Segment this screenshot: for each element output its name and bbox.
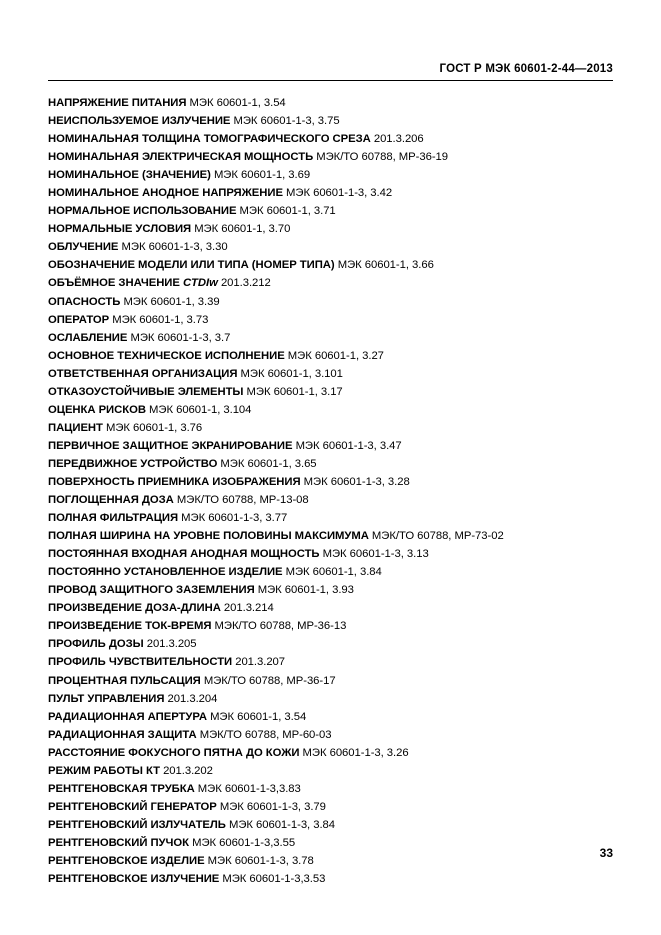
entry-term: ПОЛНАЯ ФИЛЬТРАЦИЯ — [48, 512, 179, 525]
entry-term: РЕНТГЕНОВСКИЙ ИЗЛУЧАТЕЛЬ — [48, 818, 226, 831]
entry-reference: МЭК/ТО 60788, МР-36-19 — [316, 151, 449, 164]
entry-reference: МЭК 60601-1, 3.70 — [194, 223, 291, 236]
entry-term: ОПАСНОСТЬ — [48, 295, 121, 308]
entry-reference: МЭК 60601-1, 3.73 — [112, 313, 209, 326]
entry-reference: МЭК 60601-1-3, 3.7 — [130, 331, 231, 344]
index-entry — [48, 112, 615, 130]
entry-term: РЕЖИМ РАБОТЫ КТ — [48, 764, 160, 777]
entry-term: РЕНТГЕНОВСКОЕ ИЗЛУЧЕНИЕ — [48, 873, 220, 886]
index-entry — [48, 653, 615, 671]
entry-term: РЕНТГЕНОВСКОЕ ИЗДЕЛИЕ — [48, 854, 205, 867]
header-divider — [48, 80, 613, 81]
index-entry — [48, 148, 615, 166]
index-entry — [48, 365, 615, 383]
index-entry — [48, 419, 615, 437]
entry-term: ПРОВОД ЗАЩИТНОГО ЗАЗЕМЛЕНИЯ — [48, 584, 255, 597]
entry-term: ОБОЗНАЧЕНИЕ МОДЕЛИ ИЛИ ТИПА (НОМЕР ТИПА) — [48, 259, 335, 272]
entry-term: ОЦЕНКА РИСКОВ — [48, 403, 146, 416]
entry-reference: МЭК 60601-1-3, 3.47 — [295, 439, 402, 452]
entry-term: ПОЛНАЯ ШИРИНА НА УРОВНЕ ПОЛОВИНЫ МАКСИМУМА — [48, 530, 369, 543]
entry-term: РЕНТГЕНОВСКИЙ ГЕНЕРАТОР — [48, 800, 217, 813]
entry-reference: МЭК 60601-1-3, 3.30 — [121, 241, 228, 254]
index-entry — [48, 834, 615, 852]
entry-term: РАДИАЦИОННАЯ АПЕРТУРА — [48, 710, 207, 723]
entry-term: ПАЦИЕНТ — [48, 421, 103, 434]
entry-reference: МЭК 60601-1, 3.84 — [285, 566, 382, 579]
entry-term: ПОВЕРХНОСТЬ ПРИЕМНИКА ИЗОБРАЖЕНИЯ — [48, 475, 301, 488]
index-entry — [48, 238, 615, 256]
index-entry — [48, 762, 615, 780]
entry-term: ПОГЛОЩЕННАЯ ДОЗА — [48, 494, 174, 507]
entry-reference: МЭК/ТО 60788, МР-13-08 — [176, 494, 309, 507]
index-entry — [48, 599, 615, 617]
entry-term: НОМИНАЛЬНОЕ (ЗНАЧЕНИЕ) — [48, 169, 211, 182]
entry-reference: МЭК 60601-1-3, 3.26 — [302, 746, 409, 759]
index-entry — [48, 220, 615, 238]
entry-reference: МЭК 60601-1, 3.54 — [210, 710, 307, 723]
index-entry — [48, 473, 615, 491]
entry-term: НОРМАЛЬНЫЕ УСЛОВИЯ — [48, 223, 192, 236]
entry-reference: МЭК 60601-1-3, 3.75 — [233, 115, 340, 128]
entry-term: ПОСТОЯННАЯ ВХОДНАЯ АНОДНАЯ МОЩНОСТЬ — [48, 548, 320, 561]
entry-term: ПЕРЕДВИЖНОЕ УСТРОЙСТВО — [48, 457, 218, 470]
entry-term: НОМИНАЛЬНАЯ ЭЛЕКТРИЧЕСКАЯ МОЩНОСТЬ — [48, 151, 314, 164]
index-entry — [48, 202, 615, 220]
index-entry — [48, 383, 615, 401]
entry-term: ПОСТОЯННО УСТАНОВЛЕННОЕ ИЗДЕЛИЕ — [48, 566, 283, 579]
index-entry — [48, 491, 615, 509]
entry-term: РАДИАЦИОННАЯ ЗАЩИТА — [48, 728, 197, 741]
entry-reference: МЭК 60601-1, 3.65 — [220, 457, 317, 470]
entry-reference: МЭК 60601-1-3, 3.77 — [181, 512, 288, 525]
entry-term: ОТВЕТСТВЕННАЯ ОРГАНИЗАЦИЯ — [48, 367, 238, 380]
entry-term: ПУЛЬТ УПРАВЛЕНИЯ — [48, 692, 165, 705]
entry-term: НОМИНАЛЬНОЕ АНОДНОЕ НАПРЯЖЕНИЕ — [48, 187, 283, 200]
entry-term: РЕНТГЕНОВСКАЯ ТРУБКА — [48, 782, 195, 795]
index-entry — [48, 635, 615, 653]
entry-reference: МЭК 60601-1-3,3.83 — [197, 782, 301, 795]
entry-term: РАССТОЯНИЕ ФОКУСНОГО ПЯТНА ДО КОЖИ — [48, 746, 300, 759]
entry-term: РЕНТГЕНОВСКИЙ ПУЧОК — [48, 836, 189, 849]
entry-term: ПРОИЗВЕДЕНИЕ ДОЗА-ДЛИНА — [48, 602, 221, 615]
index-entry — [48, 329, 615, 347]
entry-term: ОПЕРАТОР — [48, 313, 110, 326]
entry-reference: МЭК 60601-1-3, 3.79 — [219, 800, 326, 813]
entry-term: ОСНОВНОЕ ТЕХНИЧЕСКОЕ ИСПОЛНЕНИЕ — [48, 349, 285, 362]
entry-reference: 201.3.206 — [373, 133, 424, 146]
entry-reference: МЭК 60601-1-3,3.53 — [222, 873, 326, 886]
entry-reference: МЭК 60601-1, 3.71 — [239, 205, 336, 218]
entry-reference: МЭК 60601-1, 3.39 — [123, 295, 220, 308]
entry-term: ПРОФИЛЬ ДОЗЫ — [48, 638, 144, 651]
index-entry — [48, 744, 615, 762]
entry-reference: МЭК 60601-1-3, 3.78 — [207, 854, 314, 867]
index-entry — [48, 690, 615, 708]
entry-reference: МЭК 60601-1-3,3.55 — [192, 836, 296, 849]
entry-reference: МЭК/ТО 60788, МР-36-13 — [214, 620, 347, 633]
index-entry — [48, 527, 615, 545]
entry-reference: МЭК 60601-1, 3.101 — [240, 367, 343, 380]
entry-reference: МЭК 60601-1, 3.27 — [287, 349, 384, 362]
entry-reference: МЭК 60601-1, 3.66 — [337, 259, 434, 272]
index-entry — [48, 672, 615, 690]
entry-reference: МЭК 60601-1, 3.17 — [246, 385, 343, 398]
entry-reference: МЭК 60601-1-3, 3.13 — [322, 548, 429, 561]
index-entry — [48, 166, 615, 184]
entry-term: ОБЛУЧЕНИЕ — [48, 241, 119, 254]
entry-term: ОСЛАБЛЕНИЕ — [48, 331, 128, 344]
entry-term: ПЕРВИЧНОЕ ЗАЩИТНОЕ ЭКРАНИРОВАНИЕ — [48, 439, 293, 452]
entry-reference: 201.3.212 — [220, 277, 271, 290]
entry-reference: МЭК 60601-1, 3.93 — [257, 584, 354, 597]
entry-term: ПРОФИЛЬ ЧУВСТВИТЕЛЬНОСТИ — [48, 656, 233, 669]
entry-reference: МЭК 60601-1-3, 3.42 — [286, 187, 393, 200]
index-entry — [48, 455, 615, 473]
entry-term-italic: CTDIw — [182, 277, 218, 290]
index-entry — [48, 293, 615, 311]
index-entry — [48, 94, 615, 112]
entry-reference: МЭК/ТО 60788, МР-60-03 — [199, 728, 332, 741]
entry-reference: 201.3.207 — [235, 656, 286, 669]
entry-term: НОРМАЛЬНОЕ ИСПОЛЬЗОВАНИЕ — [48, 205, 237, 218]
index-entry — [48, 256, 615, 274]
entry-term: НЕИСПОЛЬЗУЕМОЕ ИЗЛУЧЕНИЕ — [48, 115, 231, 128]
index-entry — [48, 545, 615, 563]
index-entry — [48, 347, 615, 365]
entry-term: НАПРЯЖЕНИЕ ПИТАНИЯ — [48, 97, 187, 109]
entry-reference: 201.3.204 — [167, 692, 218, 705]
index-entry — [48, 274, 615, 292]
entry-term: НОМИНАЛЬНАЯ ТОЛЩИНА ТОМОГРАФИЧЕСКОГО СРЕЗА — [48, 133, 371, 146]
index-entry — [48, 401, 615, 419]
index-entry — [48, 509, 615, 527]
entry-reference: МЭК/ТО 60788, МР-36-17 — [203, 674, 336, 687]
entry-reference: МЭК/ТО 60788, МР-73-02 — [371, 530, 504, 543]
index-entry — [48, 311, 615, 329]
entry-term: ОТКАЗОУСТОЙЧИВЫЕ ЭЛЕМЕНТЫ — [48, 385, 244, 398]
entry-reference: МЭК 60601-1, 3.104 — [149, 403, 252, 416]
index-entry — [48, 184, 615, 202]
entry-reference: 201.3.214 — [223, 602, 274, 615]
index-entry — [48, 798, 615, 816]
entry-reference: МЭК 60601-1-3, 3.28 — [303, 475, 410, 488]
index-entry — [48, 852, 615, 870]
entry-reference: 201.3.205 — [146, 638, 197, 651]
entry-term: ПРОЦЕНТНАЯ ПУЛЬСАЦИЯ — [48, 674, 201, 687]
entry-reference: МЭК 60601-1, 3.69 — [213, 169, 311, 182]
entry-reference: 201.3.202 — [163, 764, 213, 777]
index-entry — [48, 617, 615, 635]
entry-reference: МЭК 60601-1, 3.54 — [189, 97, 286, 109]
entry-reference: МЭК 60601-1-3, 3.84 — [228, 818, 336, 831]
entry-term: ОБЪЁМНОЕ ЗНАЧЕНИЕ — [48, 277, 180, 290]
entry-reference: МЭК 60601-1, 3.76 — [106, 421, 203, 434]
index-entry — [48, 780, 615, 798]
entry-term: ПРОИЗВЕДЕНИЕ ТОК-ВРЕМЯ — [48, 620, 212, 633]
index-entry — [48, 870, 615, 888]
index-entry — [48, 130, 615, 148]
index-entry — [48, 816, 615, 834]
page-number: 33 — [599, 846, 613, 860]
index-entry — [48, 708, 615, 726]
index-entry — [48, 437, 615, 455]
index-entry — [48, 563, 615, 581]
term-index-list — [48, 94, 615, 888]
index-entry — [48, 581, 615, 599]
page-header: ГОСТ Р МЭК 60601-2-44—2013 — [439, 63, 613, 75]
index-entry — [48, 726, 615, 744]
